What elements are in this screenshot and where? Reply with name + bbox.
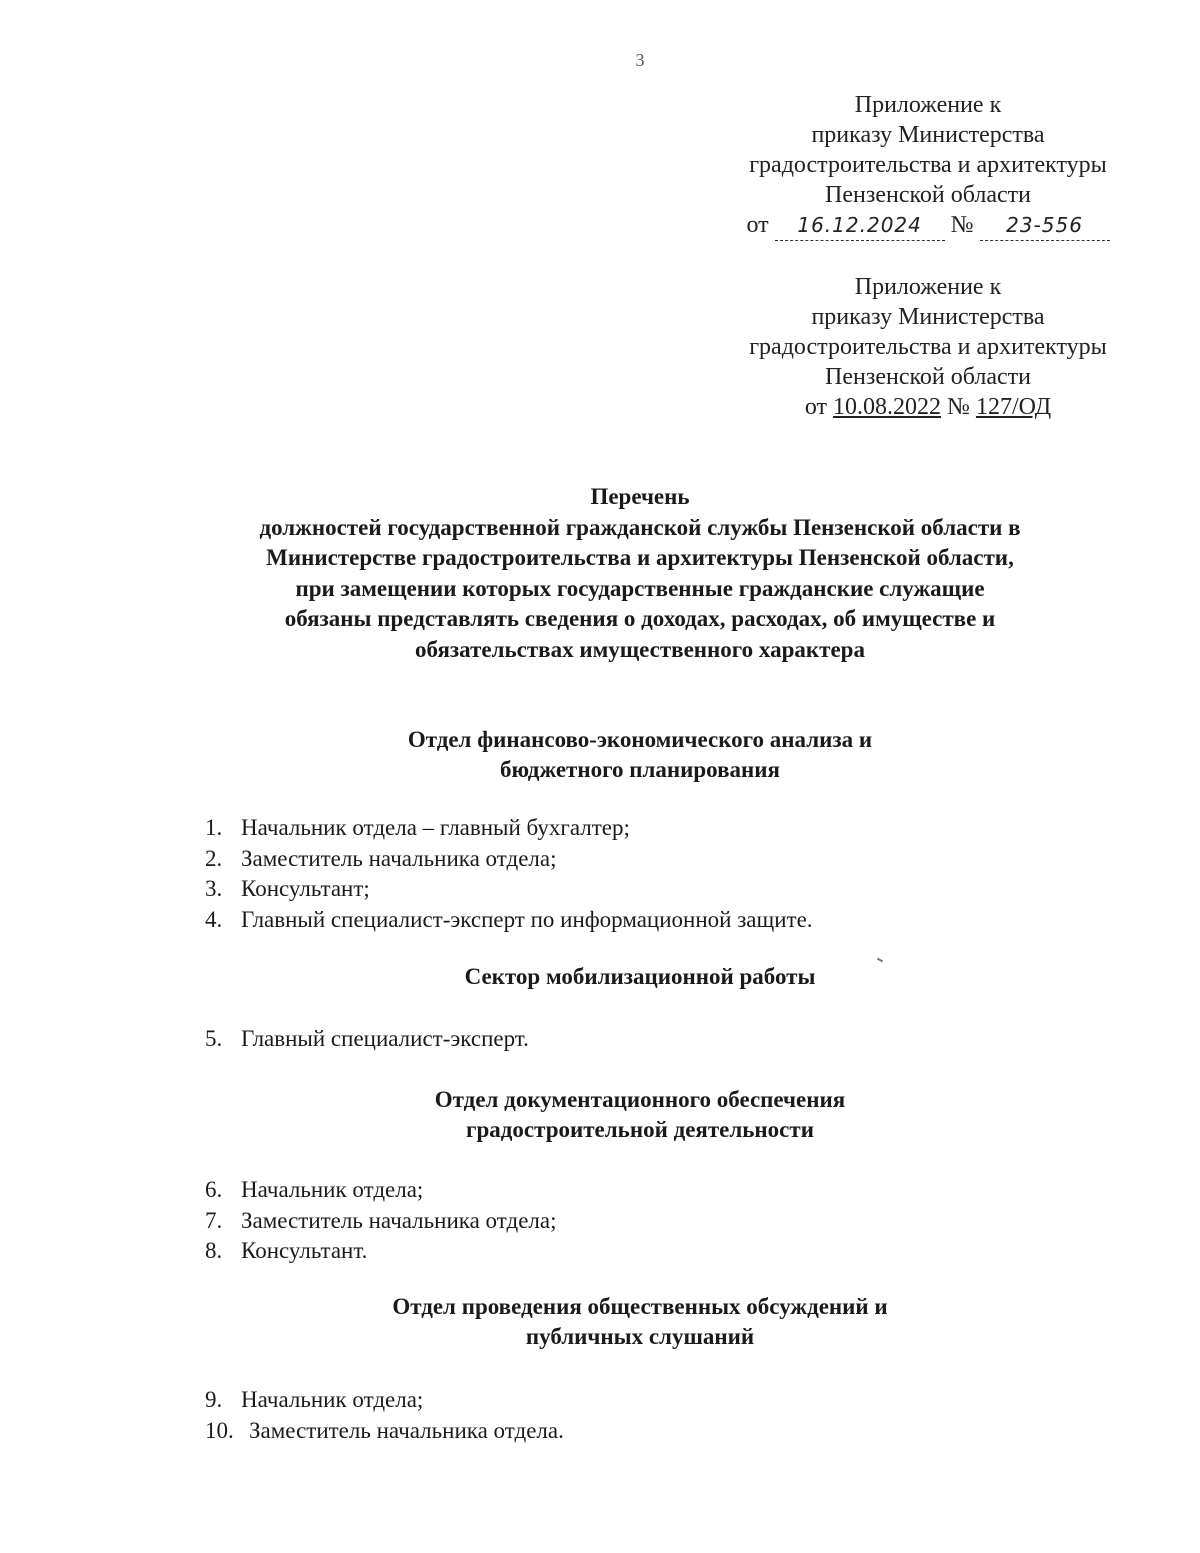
annex-date: 10.08.2022 bbox=[833, 394, 942, 420]
list-item bbox=[205, 1236, 557, 1267]
section-heading-line: Сектор мобилизационной работы bbox=[464, 964, 816, 989]
section-heading bbox=[200, 962, 1080, 992]
item-text: Заместитель начальника отдела; bbox=[241, 845, 557, 871]
section-heading-line: публичных слушаний bbox=[525, 1324, 755, 1349]
annex-date-prefix: от bbox=[746, 212, 769, 238]
item-text: Начальник отдела; bbox=[241, 1177, 424, 1202]
position-list bbox=[205, 1385, 564, 1446]
title-line: должностей государственной гражданской службы Пензенской области в bbox=[259, 514, 1021, 540]
annex-number: 127/ОД bbox=[975, 394, 1052, 420]
annex-line: Пензенской области bbox=[825, 364, 1031, 390]
list-item bbox=[205, 1175, 557, 1206]
item-text: Начальник отдела; bbox=[241, 1387, 424, 1412]
title-line: при замещении которых государственные гражданские служащие bbox=[295, 575, 985, 601]
annex-number-prefix: № bbox=[947, 394, 970, 420]
item-number: 3. bbox=[205, 876, 223, 901]
item-text: Заместитель начальника отдела; bbox=[241, 1207, 557, 1233]
section-heading-line: Отдел финансово-экономического анализа и bbox=[407, 727, 873, 752]
section-heading bbox=[200, 725, 1080, 785]
title-line: обязательствах имущественного характера bbox=[415, 636, 865, 662]
handwritten-number: 23-556 bbox=[980, 210, 1110, 241]
list-item bbox=[205, 844, 813, 875]
item-number: 5. bbox=[205, 1026, 223, 1051]
item-number: 6. bbox=[205, 1177, 223, 1202]
page-number: 3 bbox=[635, 50, 645, 70]
item-number: 8. bbox=[205, 1238, 223, 1263]
item-text: Начальник отдела – главный бухгалтер; bbox=[241, 815, 630, 840]
item-number: 1. bbox=[205, 815, 223, 840]
section-heading-line: Отдел документационного обеспечения bbox=[434, 1087, 846, 1112]
section-heading bbox=[200, 1085, 1080, 1145]
annex-date-line bbox=[718, 392, 1138, 422]
item-text: Консультант. bbox=[241, 1238, 368, 1263]
title-line: обязаны представлять сведения о доходах, расходах, об имуществе и bbox=[284, 606, 996, 631]
annex-line: Пензенской области bbox=[825, 182, 1031, 208]
item-number: 10. bbox=[205, 1417, 234, 1443]
item-number: 2. bbox=[205, 845, 223, 871]
annex-line: Приложение к bbox=[854, 274, 1002, 300]
section-heading-line: градостроительной деятельности bbox=[466, 1117, 814, 1142]
annex-line: приказу Министерства bbox=[811, 122, 1045, 148]
section-heading bbox=[200, 1292, 1080, 1352]
position-list bbox=[205, 1024, 529, 1055]
list-item bbox=[205, 874, 813, 905]
position-list bbox=[205, 1175, 557, 1267]
section-heading-line: бюджетного планирования bbox=[500, 757, 780, 782]
item-number: 9. bbox=[205, 1387, 223, 1412]
list-item bbox=[205, 1416, 564, 1447]
item-text: Главный специалист-эксперт. bbox=[241, 1026, 529, 1051]
annex-line: Приложение к bbox=[854, 92, 1002, 118]
item-text: Главный специалист-эксперт по информационной защите. bbox=[241, 906, 813, 932]
item-text: Заместитель начальника отдела. bbox=[249, 1417, 564, 1443]
title-line: Министерстве градостроительства и архитектуры Пензенской области, bbox=[266, 545, 1014, 570]
annex-number-prefix: № bbox=[950, 212, 974, 238]
list-item bbox=[205, 905, 813, 936]
item-number: 7. bbox=[205, 1207, 223, 1233]
annex-line: градостроительства и архитектуры bbox=[749, 334, 1107, 360]
list-item bbox=[205, 813, 813, 844]
position-list bbox=[205, 813, 813, 935]
list-item bbox=[205, 1024, 529, 1055]
annex-line: градостроительства и архитектуры bbox=[749, 152, 1107, 178]
annex-line: приказу Министерства bbox=[811, 304, 1045, 330]
annex-date-prefix: от bbox=[804, 394, 828, 420]
title-line: Перечень bbox=[590, 484, 690, 509]
handwritten-date: 16.12.2024 bbox=[775, 210, 945, 241]
item-number: 4. bbox=[205, 906, 223, 932]
item-text: Консультант; bbox=[241, 876, 370, 901]
annex-current bbox=[718, 90, 1138, 241]
annex-previous bbox=[718, 272, 1138, 422]
document-title bbox=[160, 482, 1120, 665]
section-heading-line: Отдел проведения общественных обсуждений и bbox=[392, 1294, 888, 1319]
list-item bbox=[205, 1206, 557, 1237]
annex-date-line bbox=[718, 210, 1138, 241]
list-item bbox=[205, 1385, 564, 1416]
